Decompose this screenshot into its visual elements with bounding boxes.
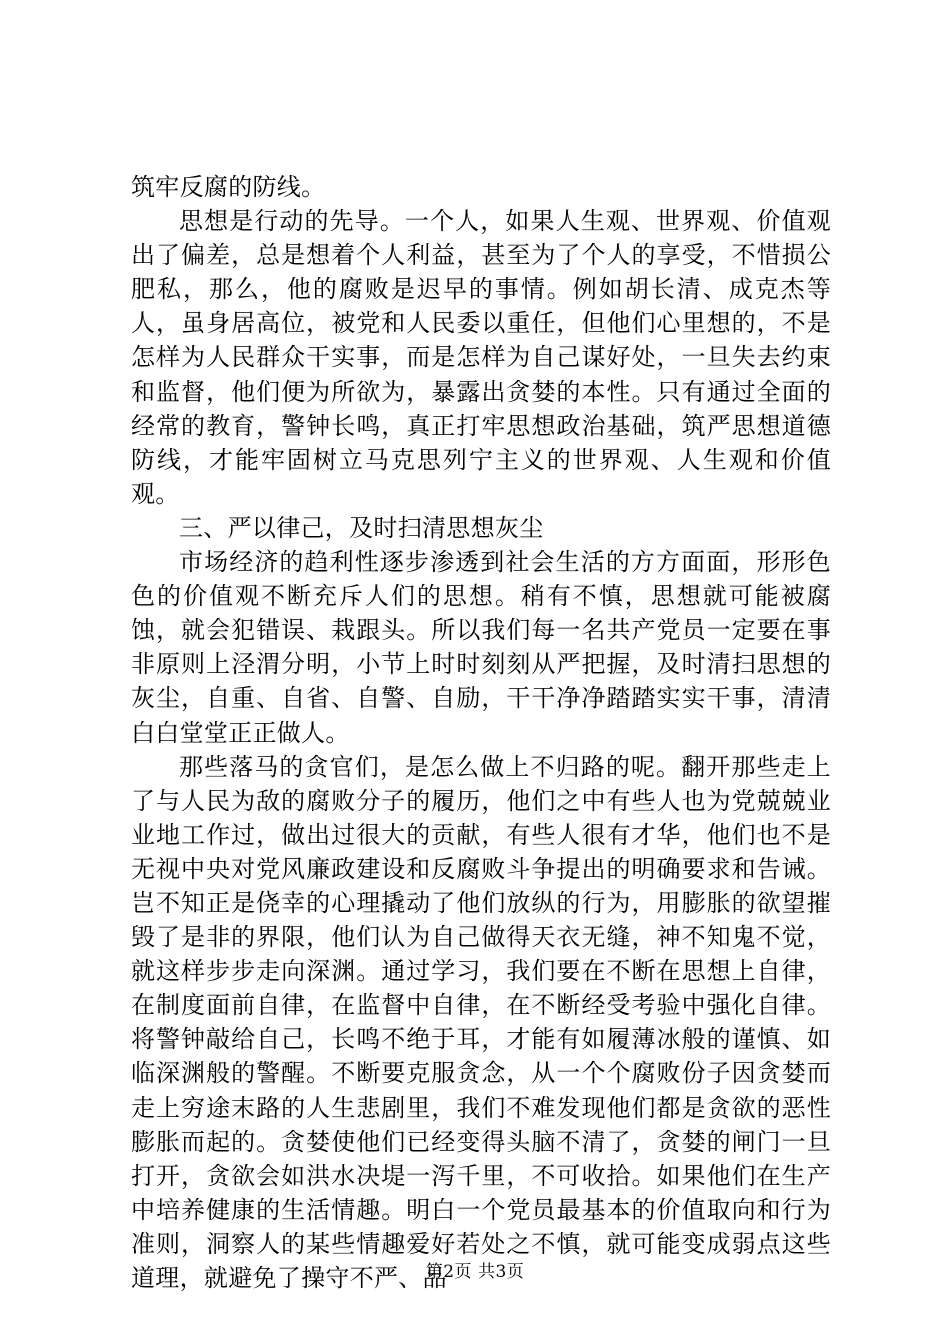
paragraph-market-economy: 市场经济的趋利性逐步渗透到社会生活的方方面面，形形色色的价值观不断充斥人们的思想。稍有不慎，思想就可能被腐蚀，就会犯错误、栽跟头。所以我们每一名共产党员一定要在事非原则上泾渭分明，小节上时时刻刻从严把握，及时清扫思想的灰尘，自重、自省、自警、自励，干干净净踏踏实实干事，清清白白堂堂正正做人。 bbox=[131, 548, 831, 747]
page-number-footer: 第2页 共3页 bbox=[425, 1262, 525, 1282]
document-body bbox=[131, 170, 831, 1295]
paragraph-corrupt-officials: 那些落马的贪官们，是怎么做上不归路的呢。翻开那些走上了与人民为敌的腐败分子的履历，他们之中有些人也为党兢兢业业地工作过，做出过很大的贡献，有些人很有才华，他们也不是无视中央对党风廉政建设和反腐败斗争提出的明确要求和告诫。岂不知正是侥幸的心理撬动了他们放纵的行为，用膨胀的欲望摧毁了是非的界限，他们认为自己做得天衣无缝，神不知鬼不觉，就这样步步走向深渊。通过学习，我们要在不断在思想上自律，在制度面前自律，在监督中自律，在不断经受考验中强化自律。将警钟敲给自己，长鸣不绝于耳，才能有如履薄冰般的谨慎、如临深渊般的警醒。不断要克服贪念，从一个个腐败份子因贪婪而走上穷途末路的人生悲剧里，我们不难发现他们都是贪欲的恶性膨胀而起的。贪婪使他们已经变得头脑不清了，贪婪的闸门一旦打开，贪欲会如洪水决堤一泻千里，不可收拾。如果他们在生产中培养健康的生活情趣。明白一个党员最基本的价值取向和行为准则，洞察人的某些情趣爱好若处之不慎，就可能变成弱点这些道理，就避免了操守不严、品 bbox=[131, 752, 831, 1292]
paragraph-continuation: 筑牢反腐的防线。 bbox=[131, 173, 326, 201]
paragraph-ideology: 思想是行动的先导。一个人，如果人生观、世界观、价值观出了偏差，总是想着个人利益，甚至为了个人的享受，不惜损公肥私，那么，他的腐败是迟早的事情。例如胡长清、成克杰等人，虽身居高位，被党和人民委以重任，但他们心里想的，不是怎样为人民群众干实事，而是怎样为自己谋好处，一旦失去约束和监督，他们便为所欲为，暴露出贪婪的本性。只有通过全面的经常的教育，警钟长鸣，真正打牢思想政治基础，筑严思想道德防线，才能牢固树立马克思列宁主义的世界观、人生观和价值观。 bbox=[131, 207, 831, 508]
section-heading-self-discipline: 三、严以律己，及时扫清思想灰尘 bbox=[179, 513, 544, 542]
